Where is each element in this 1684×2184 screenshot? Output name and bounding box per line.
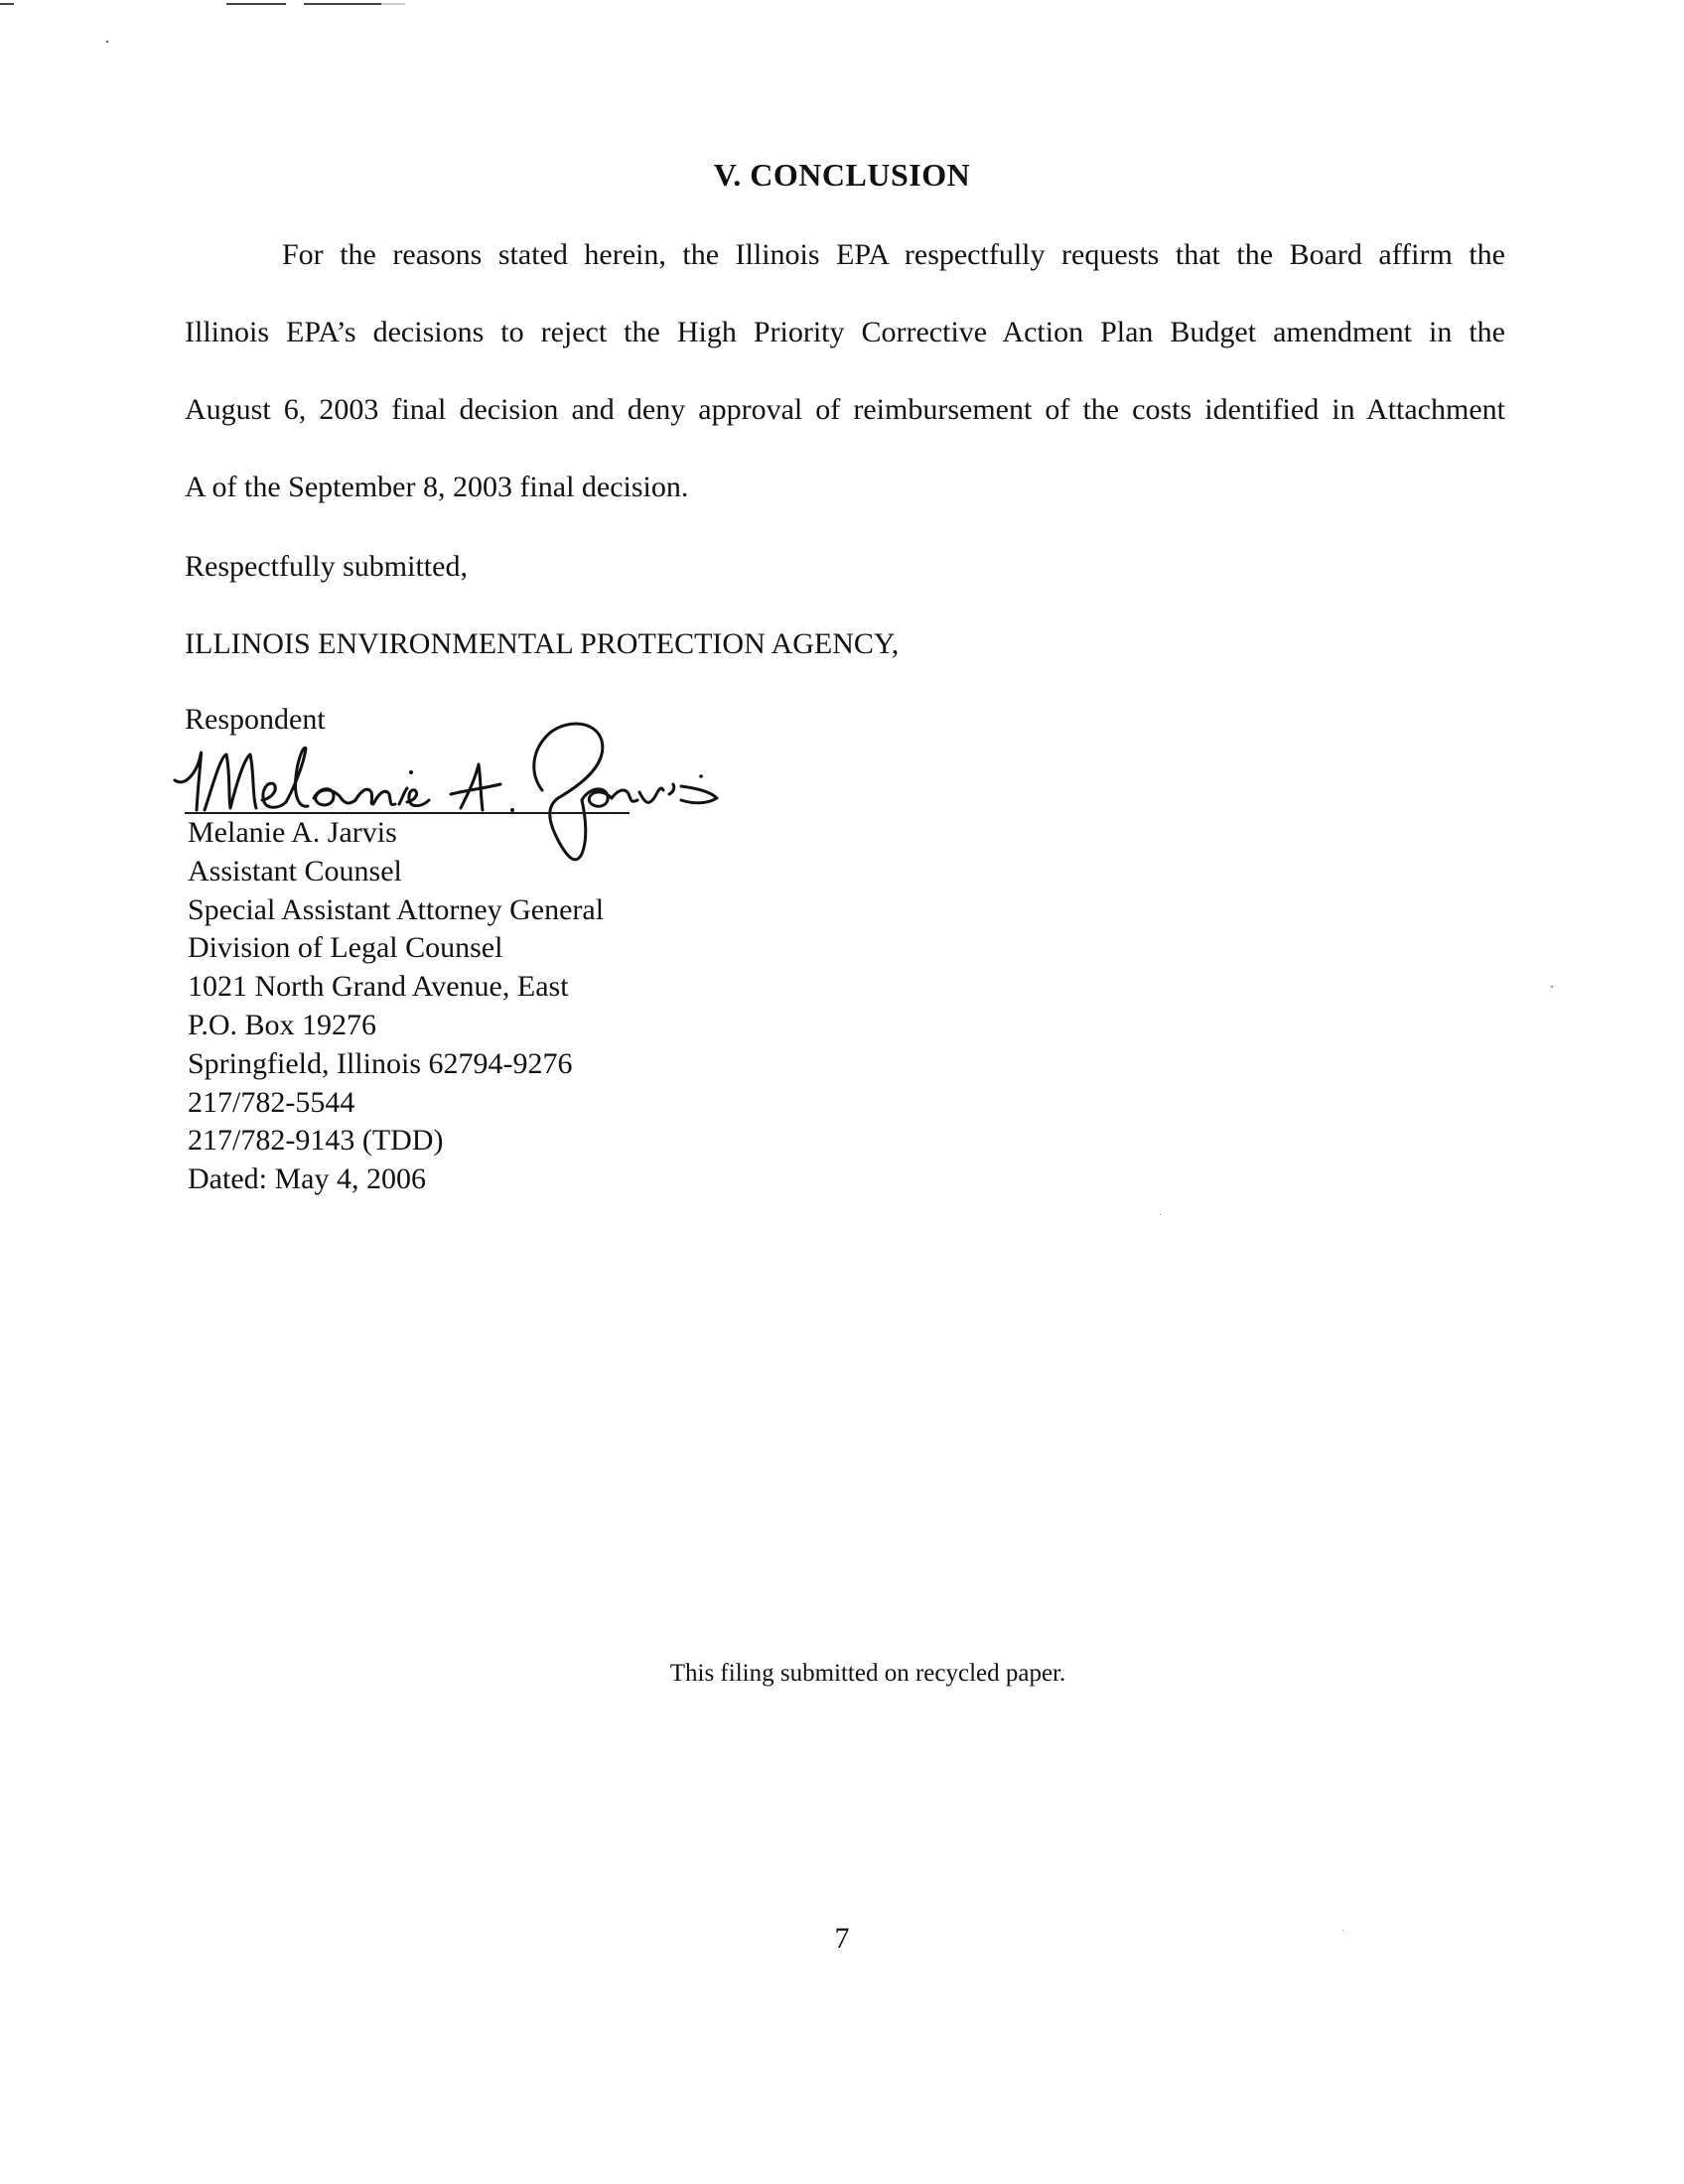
signer-role: Special Assistant Attorney General: [188, 892, 605, 926]
date-signed: Dated: May 4, 2006: [188, 1162, 426, 1196]
closing-text: Respectfully submitted,: [185, 550, 468, 583]
address-city: Springfield, Illinois 62794-9276: [188, 1046, 573, 1080]
conclusion-paragraph: [185, 228, 1505, 538]
scan-speck: [1342, 1930, 1343, 1931]
scan-artifact-marks: [0, 0, 437, 60]
signer-division: Division of Legal Counsel: [188, 931, 503, 965]
signer-title: Assistant Counsel: [188, 854, 402, 887]
page-number: 7: [834, 1922, 850, 1955]
paragraph-line: August 6, 2003 final decision and deny approval of reimbursement of the costs identified in Attachment: [185, 393, 1505, 426]
phone-number: 217/782-5544: [188, 1085, 355, 1119]
recycled-paper-note: This filing submitted on recycled paper.: [669, 1660, 1066, 1687]
respondent-label: Respondent: [185, 703, 326, 736]
tdd-number: 217/782-9143 (TDD): [188, 1124, 444, 1158]
paragraph-line: Illinois EPA’s decisions to reject the High Priority Corrective Action Plan Budget amendment in the: [185, 316, 1505, 348]
paragraph-line: For the reasons stated herein, the Illinois EPA respectfully requests that the Board affirm the: [282, 238, 1505, 271]
paragraph-line: A of the September 8, 2003 final decision.: [185, 471, 689, 503]
scan-speck: [1551, 986, 1553, 988]
address-po-box: P.O. Box 19276: [188, 1008, 377, 1041]
signature-block: [188, 814, 604, 1199]
scan-speck: [1160, 1214, 1161, 1215]
section-heading: V. CONCLUSION: [713, 157, 971, 193]
agency-name: ILLINOIS ENVIRONMENTAL PROTECTION AGENCY,: [185, 627, 900, 660]
signer-name: Melanie A. Jarvis: [188, 816, 397, 849]
address-street: 1021 North Grand Avenue, East: [188, 970, 569, 1004]
